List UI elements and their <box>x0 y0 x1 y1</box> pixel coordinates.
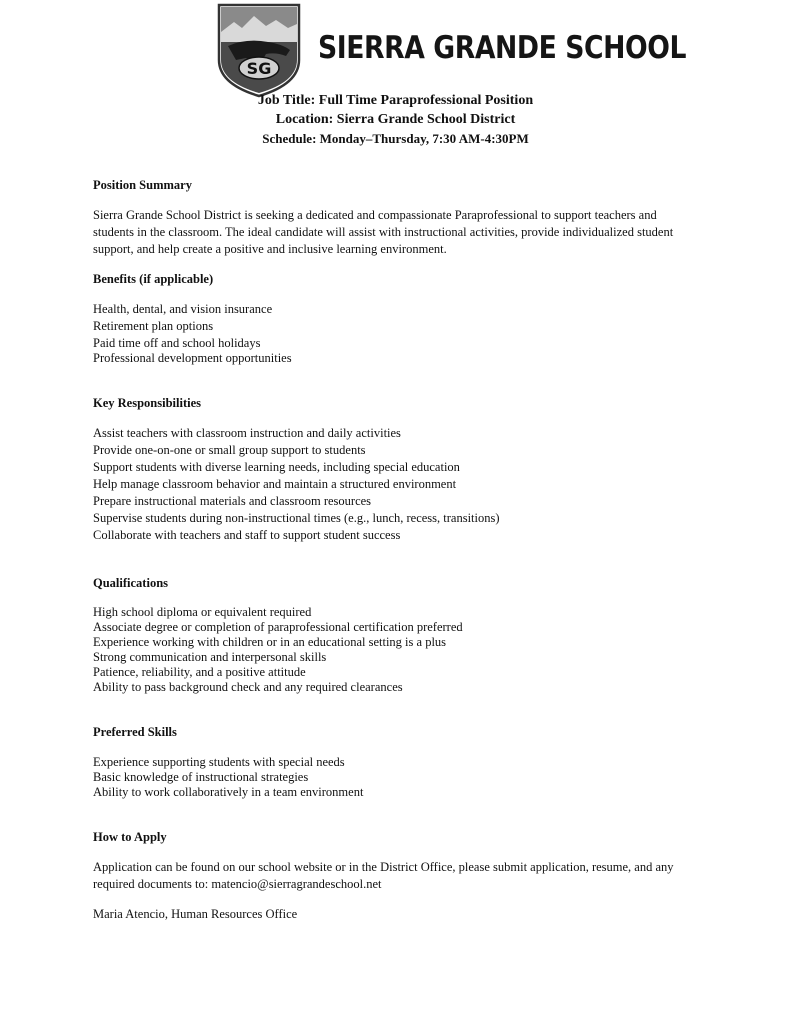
section-heading-summary: Position Summary <box>93 178 192 192</box>
section-heading-responsibilities: Key Responsibilities <box>93 396 201 410</box>
responsibility-item: Support students with diverse learning needs, including special education <box>93 460 460 474</box>
preferred-skill-item: Basic knowledge of instructional strategies <box>93 770 309 784</box>
responsibility-item: Assist teachers with classroom instruction and daily activities <box>93 426 401 440</box>
school-crest-logo <box>216 2 302 98</box>
qualification-item: High school diploma or equivalent required <box>93 605 312 619</box>
section-heading-how-to-apply: How to Apply <box>93 830 167 844</box>
summary-line: students in the classroom. The ideal candidate will assist with instructional activities, provide individualized student <box>93 225 674 239</box>
responsibility-item: Prepare instructional materials and classroom resources <box>93 494 372 508</box>
responsibility-item: Help manage classroom behavior and maintain a structured environment <box>93 477 457 491</box>
responsibility-item: Supervise students during non-instructional times (e.g., lunch, recess, transitions) <box>93 511 500 525</box>
benefit-item: Health, dental, and vision insurance <box>93 302 273 316</box>
apply-line: Application can be found on our school website or in the District Office, please submit application, resume, and any <box>93 860 674 874</box>
summary-line: support, and help create a positive and inclusive learning environment. <box>93 242 447 256</box>
apply-line-with-email: required documents to: matencio@sierragrandeschool.net <box>93 877 382 891</box>
qualification-item: Ability to pass background check and any required clearances <box>93 680 403 694</box>
qualification-item: Strong communication and interpersonal skills <box>93 650 327 664</box>
job-title: Job Title: Full Time Paraprofessional Position <box>257 93 534 108</box>
benefit-item: Retirement plan options <box>93 319 214 333</box>
letterhead <box>0 0 791 100</box>
school-name-brand: SIERRA GRANDE SCHOOL <box>318 30 687 66</box>
preferred-skill-item: Experience supporting students with special needs <box>93 755 345 769</box>
job-location: Location: Sierra Grande School District <box>275 112 516 127</box>
qualification-item: Experience working with children or in an educational setting is a plus <box>93 635 447 649</box>
section-heading-preferred-skills: Preferred Skills <box>93 725 177 739</box>
summary-line: Sierra Grande School District is seeking a dedicated and compassionate Paraprofessional to support teachers and <box>93 208 657 222</box>
qualification-item: Patience, reliability, and a positive attitude <box>93 665 306 679</box>
contact-signature: Maria Atencio, Human Resources Office <box>93 907 298 921</box>
benefit-item: Professional development opportunities <box>93 351 292 365</box>
crest-initials: SG <box>246 59 272 78</box>
section-heading-qualifications: Qualifications <box>93 576 169 590</box>
responsibility-item: Provide one-on-one or small group support to students <box>93 443 366 457</box>
qualification-item: Associate degree or completion of paraprofessional certification preferred <box>93 620 463 634</box>
preferred-skill-item: Ability to work collaboratively in a team environment <box>93 785 364 799</box>
job-schedule: Schedule: Monday–Thursday, 7:30 AM-4:30PM <box>262 131 529 146</box>
responsibility-item: Collaborate with teachers and staff to support student success <box>93 528 401 542</box>
section-heading-benefits: Benefits (if applicable) <box>93 272 214 286</box>
benefit-item: Paid time off and school holidays <box>93 336 261 350</box>
